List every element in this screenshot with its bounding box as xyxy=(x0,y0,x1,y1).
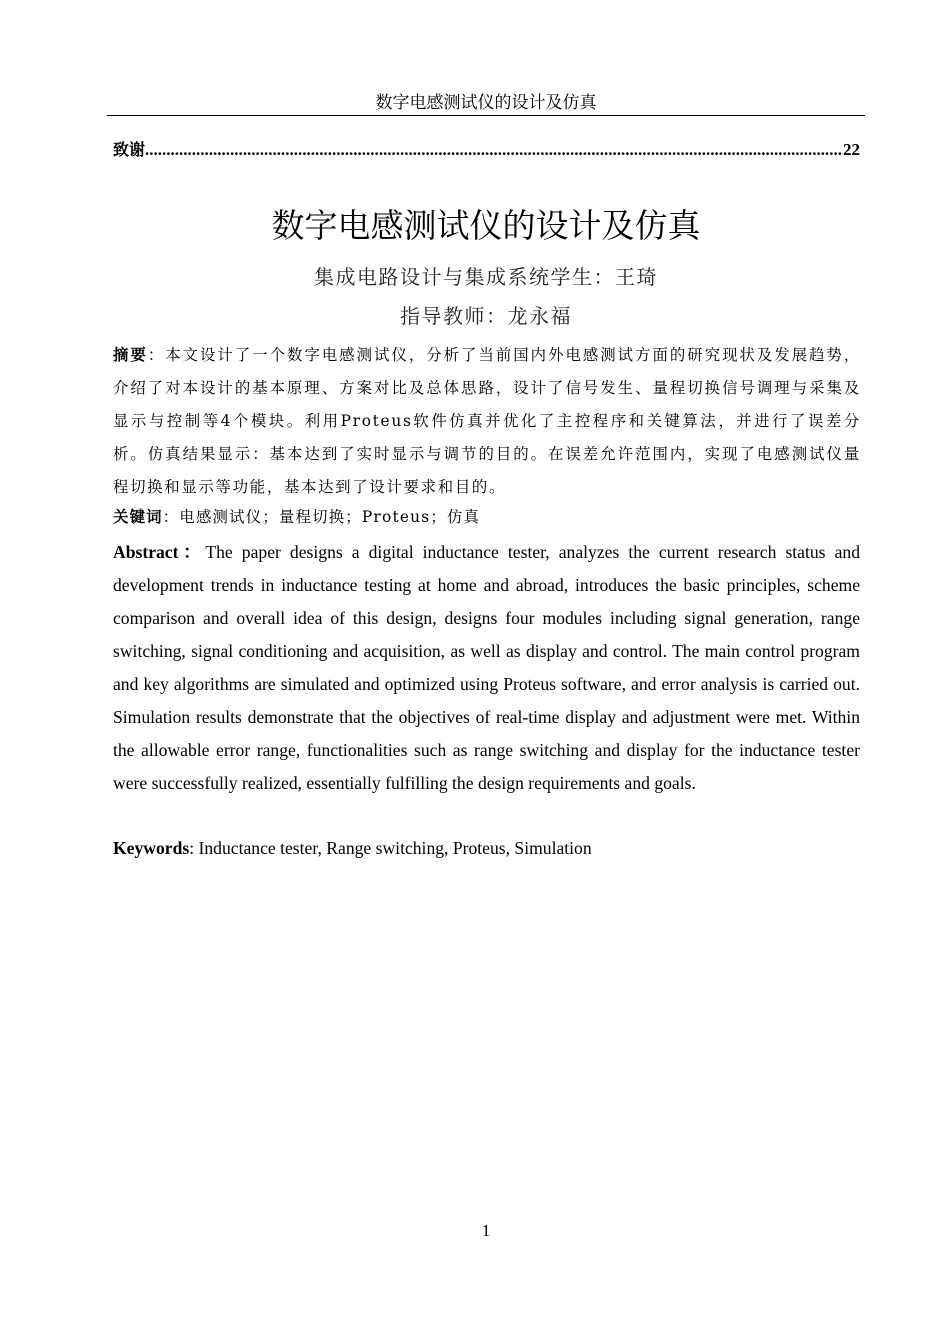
chinese-abstract-label: 摘要 xyxy=(113,346,148,364)
toc-entry-page: 22 xyxy=(843,140,860,159)
toc-dot-leader xyxy=(145,140,843,160)
english-abstract xyxy=(113,536,860,800)
advisor-line: 指导教师：龙永福 xyxy=(400,304,572,328)
chinese-keywords xyxy=(113,502,861,532)
chinese-abstract-text: ：本文设计了一个数字电感测试仪，分析了当前国内外电感测试方面的研究现状及发展趋势，介绍了对本设计的基本原理、方案对比及总体思路，设计了信号发生、量程切换信号调理与采集及显示与控制等4个模块。利用Proteus软件仿真并优化了主控程序和关键算法，并进行了误差分析。仿真结果显示：基本达到了实时显示与调节的目的。在误差允许范围内，实现了电感测试仪量程切换和显示等功能，基本达到了设计要求和目的。 xyxy=(113,346,861,496)
english-keywords-label: Keywords xyxy=(113,838,190,858)
english-keywords xyxy=(113,833,860,863)
header-rule xyxy=(107,115,865,116)
chinese-keywords-label: 关键词 xyxy=(113,508,163,526)
english-keywords-text: : Inductance tester, Range switching, Proteus, Simulation xyxy=(189,838,592,858)
english-abstract-label: Abstract： xyxy=(113,542,206,562)
running-header: 数字电感测试仪的设计及仿真 xyxy=(375,93,597,113)
author-line: 集成电路设计与集成系统学生：王琦 xyxy=(314,265,658,289)
document-title: 数字电感测试仪的设计及仿真 xyxy=(271,206,701,245)
page-number: 1 xyxy=(481,1221,491,1240)
chinese-abstract xyxy=(113,339,861,504)
toc-entry xyxy=(113,137,860,161)
toc-entry-label: 致谢 xyxy=(113,140,146,159)
english-abstract-text: The paper designs a digital inductance tester, analyzes the current research status and development trends in inductance testing at home and abroad, introduces the basic principles, scheme comparison and overall idea of this design, designs four modules including signal generation, range switching, signal conditioning and acquisition, as well as display and control. The main control program and key algorithms are simulated and optimized using Proteus software, and error analysis is carried out. Simulation results demonstrate that the objectives of real-time display and adjustment were met. Within the allowable error range, functionalities such as range switching and display for the inductance tester were successfully realized, essentially fulfilling the design requirements and goals. xyxy=(113,542,860,793)
chinese-keywords-text: ：电感测试仪；量程切换；Proteus；仿真 xyxy=(162,508,481,526)
